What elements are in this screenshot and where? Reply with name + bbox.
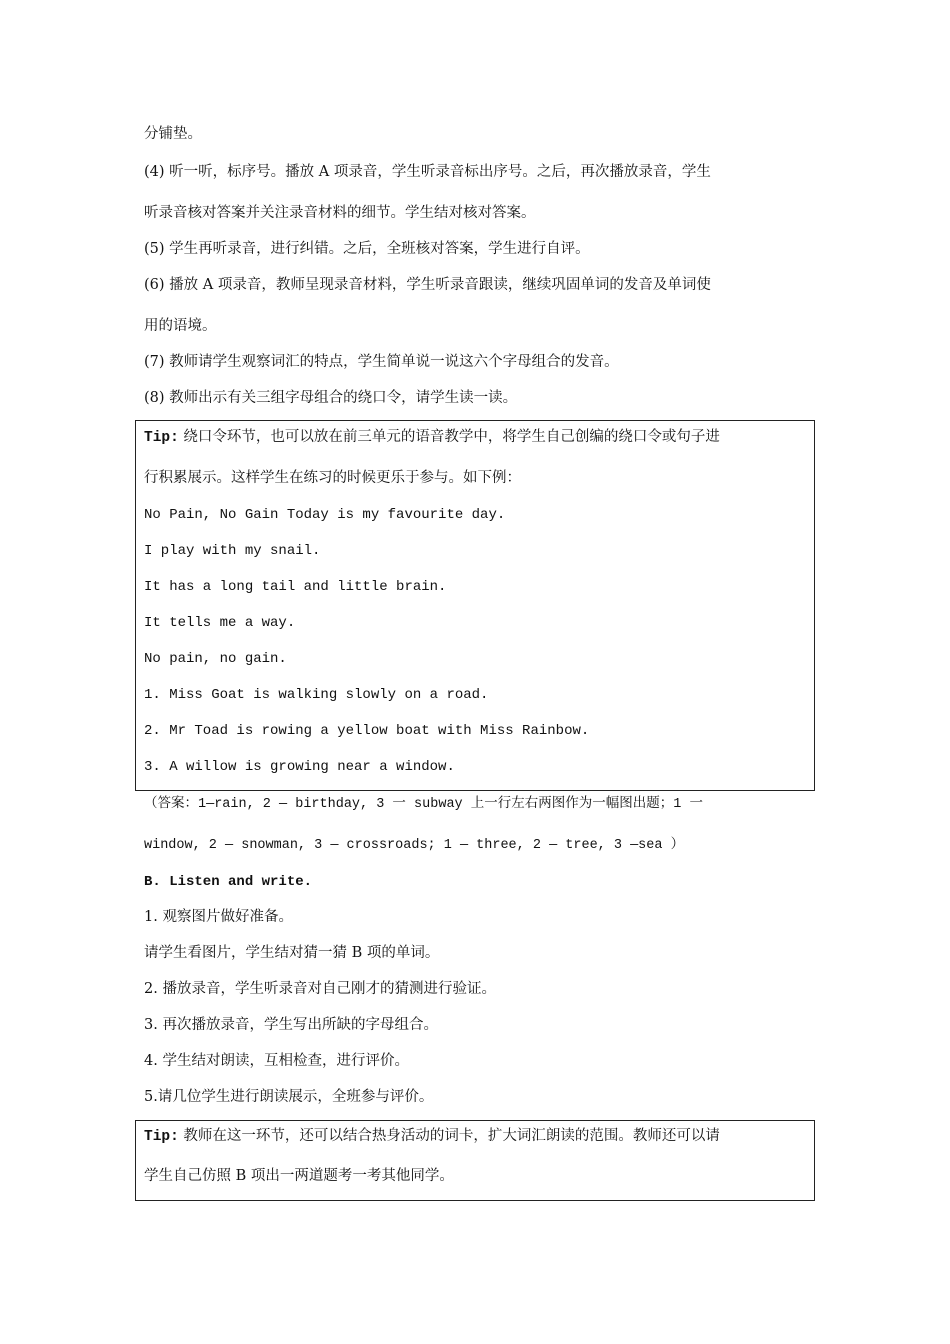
tip-line: 行积累展示。这样学生在练习的时候更乐于参与。如下例： bbox=[144, 470, 521, 486]
tip-line bbox=[144, 428, 720, 447]
tip-line bbox=[144, 1127, 720, 1146]
section-line: 请学生看图片，学生结对猜一猜 B 项的单词。 bbox=[144, 945, 440, 961]
tip-line: 学生自己仿照 B 项出一两道题考一考其他同学。 bbox=[144, 1168, 454, 1184]
example-line: 1. Miss Goat is walking slowly on a road. bbox=[144, 687, 489, 703]
paragraph-line: 听录音核对答案并关注录音材料的细节。学生结对核对答案。 bbox=[144, 205, 536, 221]
example-line: 2. Mr Toad is rowing a yellow boat with Miss Rainbow. bbox=[144, 723, 590, 739]
example-line: 3. A willow is growing near a window. bbox=[144, 759, 455, 775]
example-line: It has a long tail and little brain. bbox=[144, 579, 447, 595]
tip-label: Tip: bbox=[144, 1129, 179, 1145]
section-line: 3. 再次播放录音，学生写出所缺的字母组合。 bbox=[144, 1017, 438, 1033]
paragraph-line: 用的语境。 bbox=[144, 318, 217, 334]
example-line: I play with my snail. bbox=[144, 543, 321, 559]
section-title: B. Listen and write. bbox=[144, 874, 313, 890]
paragraph-line: (6) 播放 A 项录音，教师呈现录音材料，学生听录音跟读，继续巩固单词的发音及单词使 bbox=[144, 277, 711, 293]
section-line: 2. 播放录音，学生听录音对自己刚才的猜测进行验证。 bbox=[144, 981, 496, 997]
paragraph-line: 分铺垫。 bbox=[144, 126, 202, 142]
example-line: It tells me a way. bbox=[144, 615, 296, 631]
paragraph-line: (7) 教师请学生观察词汇的特点，学生简单说一说这六个字母组合的发音。 bbox=[144, 354, 619, 370]
section-line: 4. 学生结对朗读，互相检查，进行评价。 bbox=[144, 1053, 409, 1069]
section-line: 5.请几位学生进行朗读展示，全班参与评价。 bbox=[144, 1089, 434, 1105]
answer-line: （答案：1—rain, 2 — birthday, 3 一 subway 上一行左右两图作为一幅图出题；1 一 bbox=[144, 797, 703, 812]
tip-text: 绕口令环节，也可以放在前三单元的语音教学中，将学生自己创编的绕口令或句子进 bbox=[178, 429, 720, 445]
section-line: 1. 观察图片做好准备。 bbox=[144, 909, 293, 925]
paragraph-line: (4) 听一听，标序号。播放 A 项录音，学生听录音标出序号。之后，再次播放录音，学生 bbox=[144, 164, 711, 180]
answer-line: window, 2 — snowman, 3 — crossroads; 1 — three, 2 — tree, 3 —sea ） bbox=[144, 838, 685, 853]
tip-label: Tip: bbox=[144, 430, 179, 446]
tip-text: 教师在这一环节，还可以结合热身活动的词卡，扩大词汇朗读的范围。教师还可以请 bbox=[178, 1128, 720, 1144]
example-line: No pain, no gain. bbox=[144, 651, 287, 667]
paragraph-line: (8) 教师出示有关三组字母组合的绕口令，请学生读一读。 bbox=[144, 390, 518, 406]
paragraph-line: (5) 学生再听录音，进行纠错。之后，全班核对答案，学生进行自评。 bbox=[144, 241, 590, 257]
example-line: No Pain, No Gain Today is my favourite day. bbox=[144, 507, 506, 523]
